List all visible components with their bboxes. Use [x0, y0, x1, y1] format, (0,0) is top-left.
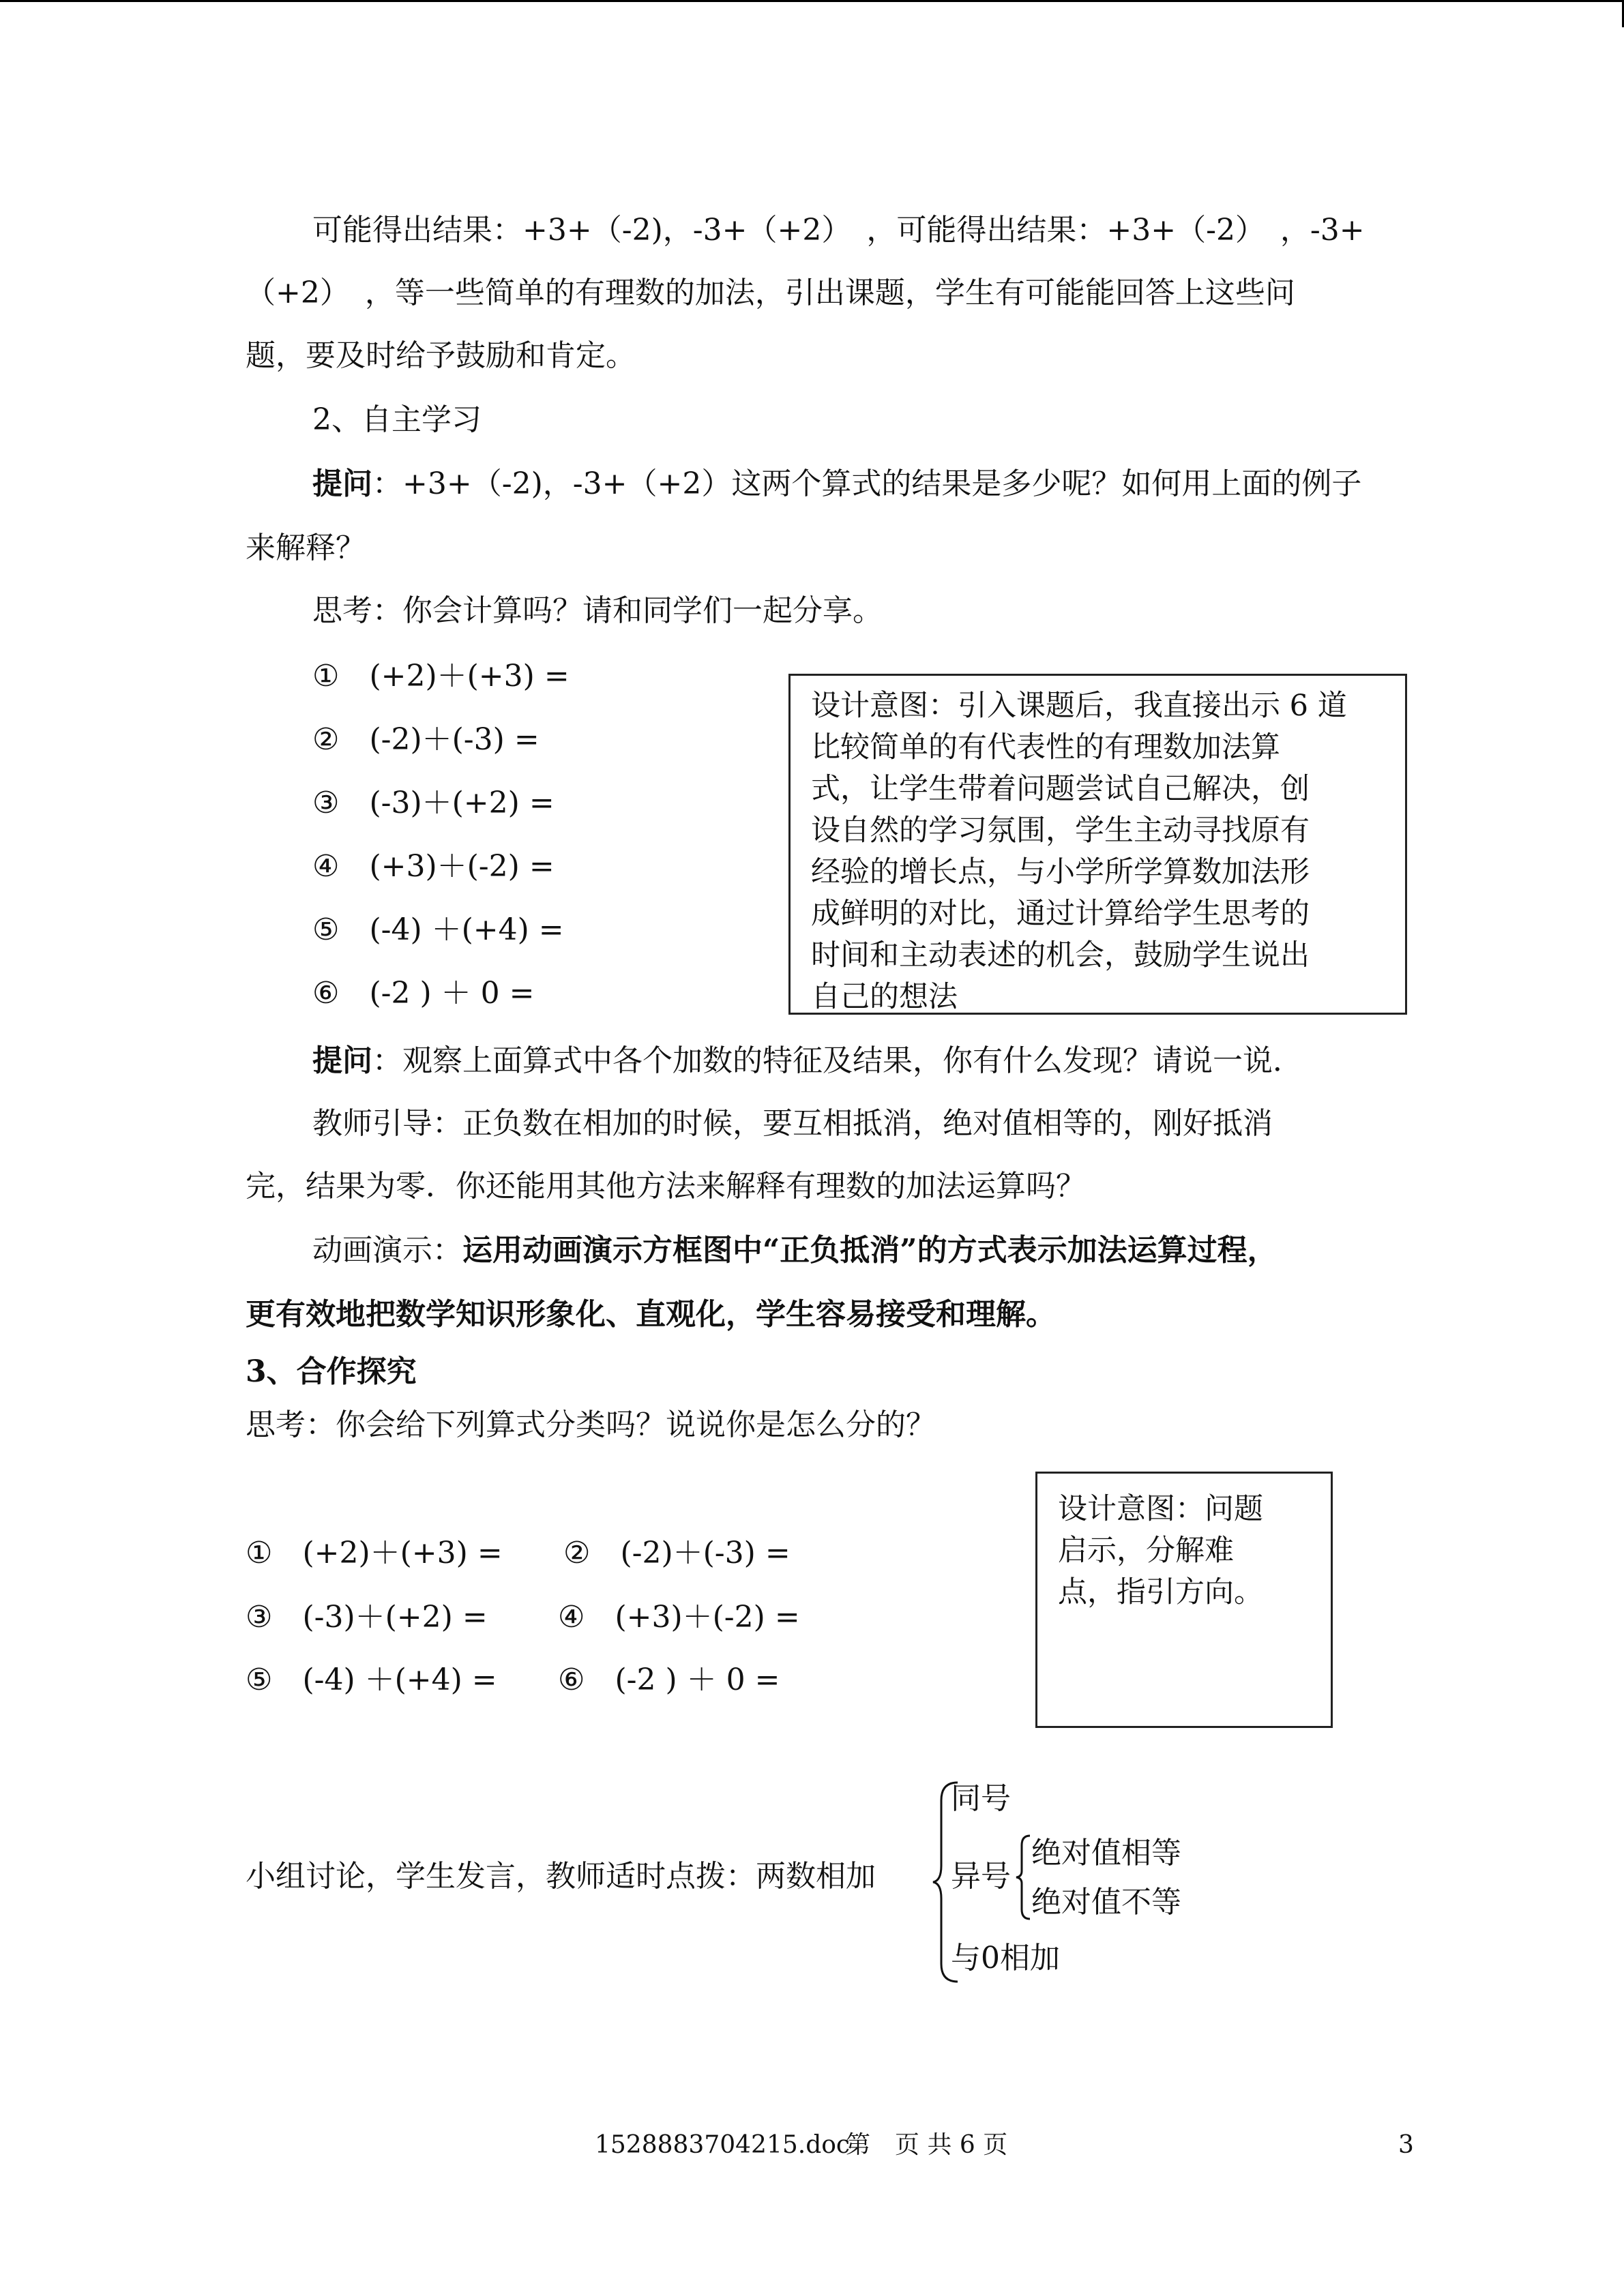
- equation-2: ② (-2)＋(-3) =: [312, 722, 540, 757]
- classify-equation-5: ⑤ (-4) ＋(+4) =: [246, 1663, 497, 1697]
- tree-same-sign: 同号: [951, 1781, 1011, 1816]
- teacher-guide-line-1: 教师引导：正负数在相加的时候，要互相抵消，绝对值相等的，刚好抵消: [312, 1106, 1273, 1141]
- design-intent-box-2: [1035, 1472, 1333, 1728]
- design-intent-box-1: [788, 674, 1407, 1015]
- equation-3: ③ (-3)＋(+2) =: [312, 786, 555, 820]
- design-box-1-line: 设自然的学习氛围，学生主动寻找原有: [811, 814, 1310, 848]
- classify-equation-6: ⑥ (-2 ) ＋ 0 =: [558, 1663, 780, 1697]
- intro-line-1: 可能得出结果：+3+（-2)，-3+（+2） ，可能得出结果：+3+（-2） ，-3+: [312, 213, 1365, 248]
- design-box-1-line: 成鲜明的对比，通过计算给学生思考的: [811, 897, 1310, 931]
- design-box-1-line: 经验的增长点，与小学所学算数加法形: [811, 855, 1310, 889]
- animation-demo-text-2: 更有效地把数学知识形象化、直观化，学生容易接受和理解。: [246, 1297, 1056, 1332]
- animation-demo: [312, 1230, 1278, 1271]
- question-2-text: ：观察上面算式中各个加数的特征及结果，你有什么发现？请说一说．: [372, 1043, 1303, 1078]
- question-2-label: 提问: [312, 1043, 372, 1078]
- footer-page-count: 第 页 共 6 页: [846, 2131, 1008, 2159]
- classify-equation-2: ② (-2)＋(-3) =: [563, 1536, 791, 1570]
- teacher-guide-line-2: 完，结果为零．你还能用其他方法来解释有理数的加法运算吗？: [246, 1169, 1086, 1204]
- section-2-heading: 2、自主学习: [312, 402, 482, 437]
- footer-page-number: 3: [1398, 2131, 1414, 2159]
- classify-equation-3: ③ (-3)＋(+2) =: [246, 1600, 488, 1635]
- design-box-1-line: 自己的想法: [811, 980, 958, 1014]
- animation-demo-label: 动画演示：: [312, 1233, 462, 1268]
- tree-add-zero: 与0相加: [951, 1941, 1060, 1976]
- equation-5: ⑤ (-4) ＋(+4) =: [312, 912, 564, 947]
- question-1: [312, 464, 1361, 505]
- classify-equation-1: ① (+2)＋(+3) =: [246, 1536, 503, 1570]
- group-discussion: 小组讨论，学生发言，教师适时点拨：两数相加: [246, 1859, 876, 1894]
- design-box-1-line: 设计意图：引入课题后，我直接出示 6 道: [811, 689, 1347, 723]
- design-box-1-line: 时间和主动表述的机会，鼓励学生说出: [811, 938, 1310, 972]
- design-box-2-line: 点，指引方向。: [1058, 1575, 1263, 1609]
- page-top-rule: [0, 0, 1624, 2]
- design-box-2-line: 启示，分解难: [1058, 1534, 1234, 1568]
- design-box-2-line: 设计意图：问题: [1058, 1492, 1263, 1526]
- intro-line-3: 题，要及时给予鼓励和肯定。: [246, 338, 636, 373]
- section-2-think: 思考：你会计算吗？请和同学们一起分享。: [312, 593, 883, 628]
- design-box-1-line: 式，让学生带着问题尝试自己解决，创: [811, 772, 1310, 806]
- equation-6: ⑥ (-2 ) ＋ 0 =: [312, 976, 535, 1011]
- intro-line-2: （+2） ，等一些简单的有理数的加法，引出课题，学生有可能能回答上这些问: [246, 275, 1295, 310]
- equation-1: ① (+2)＋(+3) =: [312, 659, 570, 694]
- equation-4: ④ (+3)＋(-2) =: [312, 849, 555, 884]
- classify-equation-4: ④ (+3)＋(-2) =: [558, 1600, 800, 1635]
- section-3-think: 思考：你会给下列算式分类吗？说说你是怎么分的？: [246, 1407, 936, 1442]
- animation-demo-text-1: 运用动画演示方框图中“正负抵消”的方式表示加法运算过程，: [462, 1233, 1278, 1268]
- question-1-text: ：+3+（-2)，-3+（+2）这两个算式的结果是多少呢？如何用上面的例子: [372, 466, 1362, 501]
- section-3-heading: 3、合作探究: [246, 1354, 417, 1389]
- tree-abs-unequal: 绝对值不等: [1031, 1885, 1181, 1920]
- tree-different-sign: 异号: [951, 1859, 1011, 1894]
- tree-abs-equal: 绝对值相等: [1031, 1836, 1181, 1870]
- question-2: [312, 1041, 1303, 1082]
- question-1-continued: 来解释？: [246, 531, 366, 565]
- design-box-1-line: 比较简单的有代表性的有理数加法算: [811, 730, 1280, 764]
- question-1-label: 提问: [312, 466, 372, 501]
- footer-filename: 1528883704215.doc: [595, 2131, 851, 2159]
